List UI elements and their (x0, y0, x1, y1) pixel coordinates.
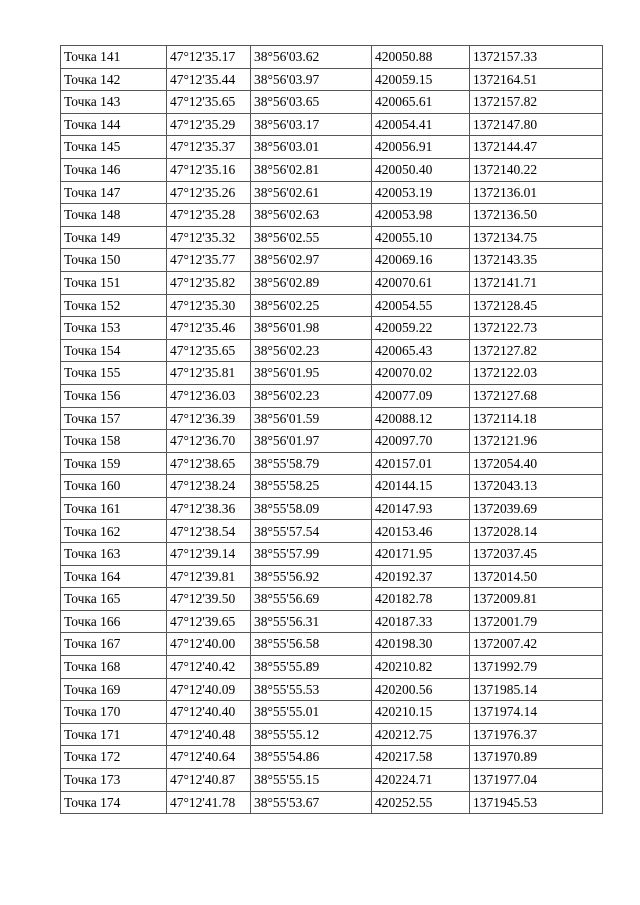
longitude-cell: 38°56'02.63 (251, 204, 372, 227)
y-coordinate-cell: 1372127.68 (470, 384, 603, 407)
table-row (61, 791, 603, 814)
x-coordinate-cell: 420053.19 (372, 181, 470, 204)
x-coordinate-cell: 420065.61 (372, 91, 470, 114)
longitude-cell: 38°55'57.99 (251, 543, 372, 566)
x-coordinate-cell: 420147.93 (372, 497, 470, 520)
table-row (61, 113, 603, 136)
table-row (61, 136, 603, 159)
x-coordinate-cell: 420059.22 (372, 317, 470, 340)
x-coordinate-cell: 420050.40 (372, 158, 470, 181)
y-coordinate-cell: 1372007.42 (470, 633, 603, 656)
x-coordinate-cell: 420088.12 (372, 407, 470, 430)
latitude-cell: 47°12'35.17 (167, 46, 251, 69)
longitude-cell: 38°56'03.97 (251, 68, 372, 91)
table-row (61, 249, 603, 272)
longitude-cell: 38°56'02.89 (251, 271, 372, 294)
point-name-cell: Точка 152 (61, 294, 167, 317)
y-coordinate-cell: 1371976.37 (470, 723, 603, 746)
point-name-cell: Точка 160 (61, 475, 167, 498)
point-name-cell: Точка 151 (61, 271, 167, 294)
longitude-cell: 38°55'55.89 (251, 656, 372, 679)
point-name-cell: Точка 157 (61, 407, 167, 430)
y-coordinate-cell: 1372147.80 (470, 113, 603, 136)
latitude-cell: 47°12'41.78 (167, 791, 251, 814)
longitude-cell: 38°56'02.61 (251, 181, 372, 204)
longitude-cell: 38°55'54.86 (251, 746, 372, 769)
y-coordinate-cell: 1372043.13 (470, 475, 603, 498)
longitude-cell: 38°56'01.95 (251, 362, 372, 385)
longitude-cell: 38°56'03.01 (251, 136, 372, 159)
point-name-cell: Точка 171 (61, 723, 167, 746)
latitude-cell: 47°12'39.50 (167, 588, 251, 611)
point-name-cell: Точка 164 (61, 565, 167, 588)
x-coordinate-cell: 420153.46 (372, 520, 470, 543)
table-row (61, 723, 603, 746)
latitude-cell: 47°12'39.81 (167, 565, 251, 588)
longitude-cell: 38°55'58.25 (251, 475, 372, 498)
point-name-cell: Точка 173 (61, 769, 167, 792)
latitude-cell: 47°12'35.82 (167, 271, 251, 294)
table-row (61, 452, 603, 475)
x-coordinate-cell: 420182.78 (372, 588, 470, 611)
longitude-cell: 38°56'02.23 (251, 339, 372, 362)
longitude-cell: 38°56'02.97 (251, 249, 372, 272)
table-row (61, 746, 603, 769)
latitude-cell: 47°12'40.09 (167, 678, 251, 701)
longitude-cell: 38°55'56.69 (251, 588, 372, 611)
longitude-cell: 38°55'55.53 (251, 678, 372, 701)
latitude-cell: 47°12'35.37 (167, 136, 251, 159)
y-coordinate-cell: 1372140.22 (470, 158, 603, 181)
x-coordinate-cell: 420069.16 (372, 249, 470, 272)
x-coordinate-cell: 420050.88 (372, 46, 470, 69)
longitude-cell: 38°56'03.62 (251, 46, 372, 69)
latitude-cell: 47°12'39.65 (167, 610, 251, 633)
latitude-cell: 47°12'38.54 (167, 520, 251, 543)
longitude-cell: 38°56'03.17 (251, 113, 372, 136)
latitude-cell: 47°12'35.28 (167, 204, 251, 227)
latitude-cell: 47°12'35.16 (167, 158, 251, 181)
x-coordinate-cell: 420077.09 (372, 384, 470, 407)
point-name-cell: Точка 149 (61, 226, 167, 249)
x-coordinate-cell: 420070.61 (372, 271, 470, 294)
latitude-cell: 47°12'35.26 (167, 181, 251, 204)
longitude-cell: 38°56'02.23 (251, 384, 372, 407)
latitude-cell: 47°12'35.46 (167, 317, 251, 340)
x-coordinate-cell: 420053.98 (372, 204, 470, 227)
point-name-cell: Точка 170 (61, 701, 167, 724)
x-coordinate-cell: 420252.55 (372, 791, 470, 814)
latitude-cell: 47°12'38.36 (167, 497, 251, 520)
point-name-cell: Точка 174 (61, 791, 167, 814)
point-name-cell: Точка 156 (61, 384, 167, 407)
longitude-cell: 38°55'57.54 (251, 520, 372, 543)
point-name-cell: Точка 146 (61, 158, 167, 181)
y-coordinate-cell: 1372009.81 (470, 588, 603, 611)
y-coordinate-cell: 1372028.14 (470, 520, 603, 543)
y-coordinate-cell: 1372143.35 (470, 249, 603, 272)
x-coordinate-cell: 420210.15 (372, 701, 470, 724)
point-name-cell: Точка 167 (61, 633, 167, 656)
y-coordinate-cell: 1372127.82 (470, 339, 603, 362)
x-coordinate-cell: 420054.55 (372, 294, 470, 317)
x-coordinate-cell: 420212.75 (372, 723, 470, 746)
y-coordinate-cell: 1371985.14 (470, 678, 603, 701)
y-coordinate-cell: 1372054.40 (470, 452, 603, 475)
table-row (61, 633, 603, 656)
y-coordinate-cell: 1372001.79 (470, 610, 603, 633)
table-row (61, 294, 603, 317)
x-coordinate-cell: 420224.71 (372, 769, 470, 792)
latitude-cell: 47°12'40.40 (167, 701, 251, 724)
longitude-cell: 38°55'56.58 (251, 633, 372, 656)
latitude-cell: 47°12'38.24 (167, 475, 251, 498)
point-name-cell: Точка 144 (61, 113, 167, 136)
longitude-cell: 38°55'56.31 (251, 610, 372, 633)
y-coordinate-cell: 1372144.47 (470, 136, 603, 159)
table-row (61, 68, 603, 91)
x-coordinate-cell: 420200.56 (372, 678, 470, 701)
table-row (61, 317, 603, 340)
longitude-cell: 38°56'02.81 (251, 158, 372, 181)
x-coordinate-cell: 420171.95 (372, 543, 470, 566)
longitude-cell: 38°55'55.12 (251, 723, 372, 746)
table-row (61, 543, 603, 566)
table-row (61, 158, 603, 181)
table-row (61, 430, 603, 453)
x-coordinate-cell: 420059.15 (372, 68, 470, 91)
table-row (61, 46, 603, 69)
point-name-cell: Точка 159 (61, 452, 167, 475)
latitude-cell: 47°12'40.00 (167, 633, 251, 656)
table-row (61, 678, 603, 701)
point-name-cell: Точка 142 (61, 68, 167, 91)
table-row (61, 384, 603, 407)
point-name-cell: Точка 145 (61, 136, 167, 159)
y-coordinate-cell: 1371977.04 (470, 769, 603, 792)
x-coordinate-cell: 420157.01 (372, 452, 470, 475)
y-coordinate-cell: 1372134.75 (470, 226, 603, 249)
y-coordinate-cell: 1372157.33 (470, 46, 603, 69)
table-row (61, 769, 603, 792)
table-row (61, 91, 603, 114)
point-name-cell: Точка 169 (61, 678, 167, 701)
table-row (61, 204, 603, 227)
y-coordinate-cell: 1372037.45 (470, 543, 603, 566)
y-coordinate-cell: 1372039.69 (470, 497, 603, 520)
longitude-cell: 38°55'58.79 (251, 452, 372, 475)
point-name-cell: Точка 141 (61, 46, 167, 69)
coordinates-table-body (61, 46, 603, 814)
table-row (61, 610, 603, 633)
table-row (61, 407, 603, 430)
longitude-cell: 38°55'53.67 (251, 791, 372, 814)
point-name-cell: Точка 172 (61, 746, 167, 769)
point-name-cell: Точка 158 (61, 430, 167, 453)
y-coordinate-cell: 1372122.03 (470, 362, 603, 385)
point-name-cell: Точка 153 (61, 317, 167, 340)
y-coordinate-cell: 1372136.50 (470, 204, 603, 227)
y-coordinate-cell: 1371992.79 (470, 656, 603, 679)
table-row (61, 656, 603, 679)
latitude-cell: 47°12'35.81 (167, 362, 251, 385)
latitude-cell: 47°12'40.48 (167, 723, 251, 746)
table-row (61, 339, 603, 362)
table-row (61, 271, 603, 294)
longitude-cell: 38°55'58.09 (251, 497, 372, 520)
longitude-cell: 38°55'55.15 (251, 769, 372, 792)
y-coordinate-cell: 1372121.96 (470, 430, 603, 453)
table-row (61, 588, 603, 611)
table-row (61, 181, 603, 204)
x-coordinate-cell: 420198.30 (372, 633, 470, 656)
longitude-cell: 38°56'01.97 (251, 430, 372, 453)
table-row (61, 520, 603, 543)
point-name-cell: Точка 147 (61, 181, 167, 204)
x-coordinate-cell: 420192.37 (372, 565, 470, 588)
y-coordinate-cell: 1372122.73 (470, 317, 603, 340)
latitude-cell: 47°12'35.65 (167, 339, 251, 362)
y-coordinate-cell: 1372141.71 (470, 271, 603, 294)
latitude-cell: 47°12'35.29 (167, 113, 251, 136)
x-coordinate-cell: 420054.41 (372, 113, 470, 136)
latitude-cell: 47°12'40.87 (167, 769, 251, 792)
longitude-cell: 38°55'55.01 (251, 701, 372, 724)
x-coordinate-cell: 420065.43 (372, 339, 470, 362)
point-name-cell: Точка 163 (61, 543, 167, 566)
longitude-cell: 38°56'01.59 (251, 407, 372, 430)
latitude-cell: 47°12'36.70 (167, 430, 251, 453)
x-coordinate-cell: 420070.02 (372, 362, 470, 385)
longitude-cell: 38°56'02.55 (251, 226, 372, 249)
latitude-cell: 47°12'35.65 (167, 91, 251, 114)
longitude-cell: 38°55'56.92 (251, 565, 372, 588)
point-name-cell: Точка 154 (61, 339, 167, 362)
table-row (61, 226, 603, 249)
latitude-cell: 47°12'39.14 (167, 543, 251, 566)
point-name-cell: Точка 161 (61, 497, 167, 520)
point-name-cell: Точка 155 (61, 362, 167, 385)
latitude-cell: 47°12'40.42 (167, 656, 251, 679)
y-coordinate-cell: 1372128.45 (470, 294, 603, 317)
point-name-cell: Точка 166 (61, 610, 167, 633)
latitude-cell: 47°12'35.30 (167, 294, 251, 317)
x-coordinate-cell: 420144.15 (372, 475, 470, 498)
x-coordinate-cell: 420056.91 (372, 136, 470, 159)
point-name-cell: Точка 148 (61, 204, 167, 227)
x-coordinate-cell: 420187.33 (372, 610, 470, 633)
point-name-cell: Точка 165 (61, 588, 167, 611)
latitude-cell: 47°12'35.44 (167, 68, 251, 91)
point-name-cell: Точка 143 (61, 91, 167, 114)
latitude-cell: 47°12'35.77 (167, 249, 251, 272)
longitude-cell: 38°56'03.65 (251, 91, 372, 114)
latitude-cell: 47°12'38.65 (167, 452, 251, 475)
x-coordinate-cell: 420210.82 (372, 656, 470, 679)
y-coordinate-cell: 1371970.89 (470, 746, 603, 769)
point-name-cell: Точка 168 (61, 656, 167, 679)
coordinates-table (60, 45, 603, 814)
y-coordinate-cell: 1371974.14 (470, 701, 603, 724)
latitude-cell: 47°12'40.64 (167, 746, 251, 769)
y-coordinate-cell: 1372136.01 (470, 181, 603, 204)
point-name-cell: Точка 150 (61, 249, 167, 272)
table-row (61, 362, 603, 385)
point-name-cell: Точка 162 (61, 520, 167, 543)
table-row (61, 497, 603, 520)
y-coordinate-cell: 1372157.82 (470, 91, 603, 114)
y-coordinate-cell: 1371945.53 (470, 791, 603, 814)
y-coordinate-cell: 1372164.51 (470, 68, 603, 91)
y-coordinate-cell: 1372114.18 (470, 407, 603, 430)
longitude-cell: 38°56'01.98 (251, 317, 372, 340)
latitude-cell: 47°12'36.39 (167, 407, 251, 430)
x-coordinate-cell: 420055.10 (372, 226, 470, 249)
latitude-cell: 47°12'35.32 (167, 226, 251, 249)
x-coordinate-cell: 420097.70 (372, 430, 470, 453)
table-row (61, 565, 603, 588)
y-coordinate-cell: 1372014.50 (470, 565, 603, 588)
table-row (61, 701, 603, 724)
latitude-cell: 47°12'36.03 (167, 384, 251, 407)
table-row (61, 475, 603, 498)
longitude-cell: 38°56'02.25 (251, 294, 372, 317)
x-coordinate-cell: 420217.58 (372, 746, 470, 769)
